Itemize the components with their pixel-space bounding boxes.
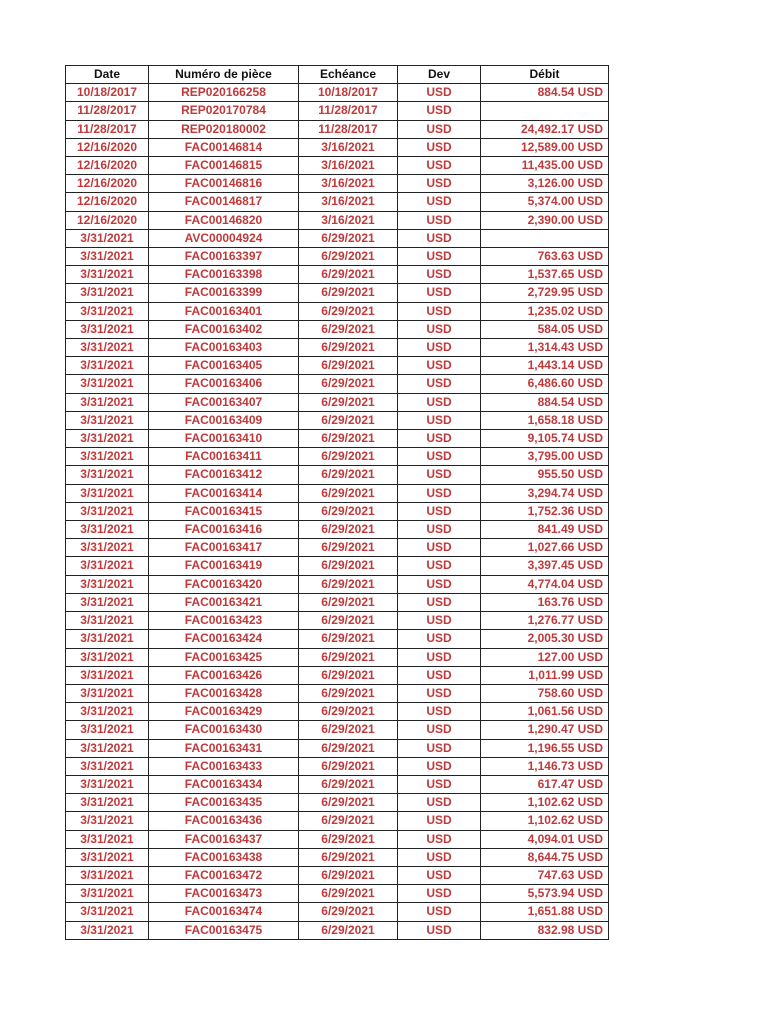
due-date-cell: 6/29/2021 [299, 339, 398, 357]
document-number-cell: FAC00163428 [149, 684, 299, 702]
debit-cell [481, 102, 609, 120]
date-cell: 3/31/2021 [66, 739, 149, 757]
date-cell: 10/18/2017 [66, 84, 149, 102]
debit-cell: 24,492.17 USD [481, 120, 609, 138]
debit-cell [481, 229, 609, 247]
debit-cell: 1,027.66 USD [481, 539, 609, 557]
debit-cell: 884.54 USD [481, 84, 609, 102]
date-cell: 3/31/2021 [66, 612, 149, 630]
debit-cell: 12,589.00 USD [481, 138, 609, 156]
table-row [66, 757, 609, 775]
document-number-cell: FAC00163436 [149, 812, 299, 830]
due-date-cell: 10/18/2017 [299, 84, 398, 102]
debit-cell: 832.98 USD [481, 921, 609, 939]
table-row [66, 557, 609, 575]
document-number-cell: FAC00163399 [149, 284, 299, 302]
table-row [66, 703, 609, 721]
table-row [66, 775, 609, 793]
due-date-cell: 6/29/2021 [299, 612, 398, 630]
document-number-cell: FAC00163397 [149, 248, 299, 266]
document-number-cell: REP020180002 [149, 120, 299, 138]
currency-cell: USD [398, 630, 481, 648]
document-number-cell: FAC00163414 [149, 484, 299, 502]
currency-cell: USD [398, 229, 481, 247]
due-date-cell: 6/29/2021 [299, 539, 398, 557]
date-cell: 3/31/2021 [66, 339, 149, 357]
document-number-cell: FAC00146817 [149, 193, 299, 211]
table-row [66, 266, 609, 284]
due-date-cell: 3/16/2021 [299, 157, 398, 175]
currency-cell: USD [398, 866, 481, 884]
due-date-cell: 6/29/2021 [299, 812, 398, 830]
debit-cell: 6,486.60 USD [481, 375, 609, 393]
header-currency: Dev [398, 66, 481, 84]
date-cell: 12/16/2020 [66, 157, 149, 175]
debit-cell: 1,061.56 USD [481, 703, 609, 721]
document-number-cell: REP020166258 [149, 84, 299, 102]
table-row [66, 357, 609, 375]
due-date-cell: 6/29/2021 [299, 302, 398, 320]
table-row [66, 921, 609, 939]
document-number-cell: FAC00163416 [149, 521, 299, 539]
currency-cell: USD [398, 448, 481, 466]
debit-cell: 758.60 USD [481, 684, 609, 702]
currency-cell: USD [398, 593, 481, 611]
due-date-cell: 6/29/2021 [299, 666, 398, 684]
document-number-cell: FAC00163472 [149, 866, 299, 884]
currency-cell: USD [398, 703, 481, 721]
debit-cell: 747.63 USD [481, 866, 609, 884]
currency-cell: USD [398, 612, 481, 630]
table-row [66, 229, 609, 247]
date-cell: 11/28/2017 [66, 120, 149, 138]
date-cell: 3/31/2021 [66, 757, 149, 775]
debit-cell: 3,294.74 USD [481, 484, 609, 502]
table-row [66, 211, 609, 229]
due-date-cell: 6/29/2021 [299, 684, 398, 702]
due-date-cell: 6/29/2021 [299, 739, 398, 757]
document-number-cell: AVC00004924 [149, 229, 299, 247]
due-date-cell: 6/29/2021 [299, 266, 398, 284]
date-cell: 3/31/2021 [66, 357, 149, 375]
date-cell: 3/31/2021 [66, 575, 149, 593]
table-row [66, 903, 609, 921]
table-row [66, 848, 609, 866]
date-cell: 3/31/2021 [66, 885, 149, 903]
header-date: Date [66, 66, 149, 84]
table-row [66, 648, 609, 666]
due-date-cell: 6/29/2021 [299, 885, 398, 903]
currency-cell: USD [398, 794, 481, 812]
currency-cell: USD [398, 885, 481, 903]
table-row [66, 885, 609, 903]
currency-cell: USD [398, 648, 481, 666]
table-row [66, 248, 609, 266]
table-row [66, 539, 609, 557]
date-cell: 3/31/2021 [66, 430, 149, 448]
debit-cell: 5,374.00 USD [481, 193, 609, 211]
due-date-cell: 3/16/2021 [299, 211, 398, 229]
due-date-cell: 6/29/2021 [299, 411, 398, 429]
due-date-cell: 6/29/2021 [299, 502, 398, 520]
currency-cell: USD [398, 120, 481, 138]
due-date-cell: 6/29/2021 [299, 357, 398, 375]
date-cell: 3/31/2021 [66, 375, 149, 393]
debit-cell: 1,102.62 USD [481, 794, 609, 812]
currency-cell: USD [398, 575, 481, 593]
document-number-cell: FAC00163415 [149, 502, 299, 520]
due-date-cell: 6/29/2021 [299, 648, 398, 666]
debit-cell: 2,005.30 USD [481, 630, 609, 648]
header-document-number: Numéro de pièce [149, 66, 299, 84]
table-row [66, 521, 609, 539]
currency-cell: USD [398, 138, 481, 156]
table-row [66, 575, 609, 593]
table-row [66, 666, 609, 684]
debit-cell: 5,573.94 USD [481, 885, 609, 903]
currency-cell: USD [398, 757, 481, 775]
document-number-cell: FAC00163409 [149, 411, 299, 429]
currency-cell: USD [398, 375, 481, 393]
table-row [66, 502, 609, 520]
date-cell: 3/31/2021 [66, 302, 149, 320]
currency-cell: USD [398, 521, 481, 539]
date-cell: 3/31/2021 [66, 284, 149, 302]
document-number-cell: FAC00146815 [149, 157, 299, 175]
date-cell: 3/31/2021 [66, 812, 149, 830]
document-number-cell: FAC00163405 [149, 357, 299, 375]
document-number-cell: REP020170784 [149, 102, 299, 120]
currency-cell: USD [398, 339, 481, 357]
document-number-cell: FAC00163429 [149, 703, 299, 721]
due-date-cell: 6/29/2021 [299, 557, 398, 575]
table-row [66, 375, 609, 393]
date-cell: 12/16/2020 [66, 138, 149, 156]
table-row [66, 794, 609, 812]
date-cell: 3/31/2021 [66, 248, 149, 266]
currency-cell: USD [398, 430, 481, 448]
due-date-cell: 6/29/2021 [299, 521, 398, 539]
due-date-cell: 6/29/2021 [299, 703, 398, 721]
table-header [66, 66, 609, 84]
due-date-cell: 6/29/2021 [299, 775, 398, 793]
currency-cell: USD [398, 721, 481, 739]
currency-cell: USD [398, 466, 481, 484]
document-number-cell: FAC00163430 [149, 721, 299, 739]
table-row [66, 812, 609, 830]
due-date-cell: 3/16/2021 [299, 175, 398, 193]
currency-cell: USD [398, 357, 481, 375]
currency-cell: USD [398, 175, 481, 193]
currency-cell: USD [398, 102, 481, 120]
currency-cell: USD [398, 739, 481, 757]
currency-cell: USD [398, 684, 481, 702]
date-cell: 3/31/2021 [66, 794, 149, 812]
date-cell: 3/31/2021 [66, 448, 149, 466]
debit-cell: 2,729.95 USD [481, 284, 609, 302]
header-debit: Débit [481, 66, 609, 84]
currency-cell: USD [398, 502, 481, 520]
currency-cell: USD [398, 484, 481, 502]
currency-cell: USD [398, 812, 481, 830]
debit-cell: 1,314.43 USD [481, 339, 609, 357]
document-number-cell: FAC00163424 [149, 630, 299, 648]
table-row [66, 284, 609, 302]
due-date-cell: 11/28/2017 [299, 120, 398, 138]
debit-cell: 3,126.00 USD [481, 175, 609, 193]
table-row [66, 102, 609, 120]
date-cell: 3/31/2021 [66, 502, 149, 520]
debit-cell: 2,390.00 USD [481, 211, 609, 229]
document-number-cell: FAC00163419 [149, 557, 299, 575]
table-row [66, 393, 609, 411]
currency-cell: USD [398, 302, 481, 320]
document-number-cell: FAC00163473 [149, 885, 299, 903]
date-cell: 3/31/2021 [66, 866, 149, 884]
document-number-cell: FAC00163412 [149, 466, 299, 484]
table-row [66, 411, 609, 429]
debit-cell: 11,435.00 USD [481, 157, 609, 175]
date-cell: 3/31/2021 [66, 593, 149, 611]
date-cell: 3/31/2021 [66, 229, 149, 247]
due-date-cell: 3/16/2021 [299, 138, 398, 156]
ledger-table [65, 65, 609, 940]
date-cell: 12/16/2020 [66, 193, 149, 211]
table-row [66, 630, 609, 648]
header-row [66, 66, 609, 84]
currency-cell: USD [398, 284, 481, 302]
due-date-cell: 6/29/2021 [299, 921, 398, 939]
due-date-cell: 6/29/2021 [299, 593, 398, 611]
due-date-cell: 6/29/2021 [299, 848, 398, 866]
document-number-cell: FAC00146814 [149, 138, 299, 156]
header-due-date: Echéance [299, 66, 398, 84]
table-row [66, 320, 609, 338]
date-cell: 3/31/2021 [66, 521, 149, 539]
due-date-cell: 6/29/2021 [299, 430, 398, 448]
currency-cell: USD [398, 666, 481, 684]
debit-cell: 1,443.14 USD [481, 357, 609, 375]
date-cell: 3/31/2021 [66, 393, 149, 411]
debit-cell: 1,146.73 USD [481, 757, 609, 775]
document-number-cell: FAC00163410 [149, 430, 299, 448]
document-number-cell: FAC00163402 [149, 320, 299, 338]
table-row [66, 430, 609, 448]
debit-cell: 163.76 USD [481, 593, 609, 611]
debit-cell: 4,094.01 USD [481, 830, 609, 848]
table-row [66, 138, 609, 156]
document-number-cell: FAC00163434 [149, 775, 299, 793]
document-number-cell: FAC00163398 [149, 266, 299, 284]
table-row [66, 448, 609, 466]
document-number-cell: FAC00163403 [149, 339, 299, 357]
table-row [66, 484, 609, 502]
currency-cell: USD [398, 393, 481, 411]
due-date-cell: 11/28/2017 [299, 102, 398, 120]
debit-cell: 1,235.02 USD [481, 302, 609, 320]
due-date-cell: 6/29/2021 [299, 866, 398, 884]
currency-cell: USD [398, 84, 481, 102]
table-row [66, 721, 609, 739]
debit-cell: 3,795.00 USD [481, 448, 609, 466]
currency-cell: USD [398, 830, 481, 848]
document-number-cell: FAC00163401 [149, 302, 299, 320]
table-row [66, 593, 609, 611]
table-row [66, 175, 609, 193]
due-date-cell: 6/29/2021 [299, 903, 398, 921]
currency-cell: USD [398, 157, 481, 175]
due-date-cell: 6/29/2021 [299, 248, 398, 266]
debit-cell: 9,105.74 USD [481, 430, 609, 448]
document-number-cell: FAC00163417 [149, 539, 299, 557]
document-number-cell: FAC00163475 [149, 921, 299, 939]
date-cell: 3/31/2021 [66, 630, 149, 648]
debit-cell: 1,537.65 USD [481, 266, 609, 284]
date-cell: 3/31/2021 [66, 484, 149, 502]
document-number-cell: FAC00163407 [149, 393, 299, 411]
date-cell: 3/31/2021 [66, 684, 149, 702]
date-cell: 12/16/2020 [66, 175, 149, 193]
document-number-cell: FAC00163411 [149, 448, 299, 466]
date-cell: 3/31/2021 [66, 266, 149, 284]
table-body [66, 84, 609, 940]
document-number-cell: FAC00163438 [149, 848, 299, 866]
currency-cell: USD [398, 248, 481, 266]
date-cell: 3/31/2021 [66, 848, 149, 866]
table-row [66, 302, 609, 320]
date-cell: 3/31/2021 [66, 921, 149, 939]
currency-cell: USD [398, 411, 481, 429]
table-row [66, 830, 609, 848]
debit-cell: 841.49 USD [481, 521, 609, 539]
due-date-cell: 6/29/2021 [299, 757, 398, 775]
debit-cell: 1,102.62 USD [481, 812, 609, 830]
document-number-cell: FAC00146820 [149, 211, 299, 229]
document-number-cell: FAC00163435 [149, 794, 299, 812]
date-cell: 3/31/2021 [66, 539, 149, 557]
due-date-cell: 6/29/2021 [299, 830, 398, 848]
due-date-cell: 6/29/2021 [299, 393, 398, 411]
date-cell: 3/31/2021 [66, 466, 149, 484]
debit-cell: 955.50 USD [481, 466, 609, 484]
document-number-cell: FAC00163474 [149, 903, 299, 921]
table-row [66, 157, 609, 175]
due-date-cell: 3/16/2021 [299, 193, 398, 211]
due-date-cell: 6/29/2021 [299, 466, 398, 484]
due-date-cell: 6/29/2021 [299, 794, 398, 812]
currency-cell: USD [398, 211, 481, 229]
debit-cell: 8,644.75 USD [481, 848, 609, 866]
table-row [66, 866, 609, 884]
due-date-cell: 6/29/2021 [299, 375, 398, 393]
currency-cell: USD [398, 320, 481, 338]
due-date-cell: 6/29/2021 [299, 575, 398, 593]
debit-cell: 3,397.45 USD [481, 557, 609, 575]
date-cell: 3/31/2021 [66, 903, 149, 921]
due-date-cell: 6/29/2021 [299, 229, 398, 247]
document-number-cell: FAC00163431 [149, 739, 299, 757]
document-number-cell: FAC00163426 [149, 666, 299, 684]
debit-cell: 617.47 USD [481, 775, 609, 793]
date-cell: 3/31/2021 [66, 830, 149, 848]
currency-cell: USD [398, 557, 481, 575]
due-date-cell: 6/29/2021 [299, 484, 398, 502]
document-number-cell: FAC00163420 [149, 575, 299, 593]
table-row [66, 612, 609, 630]
table-row [66, 739, 609, 757]
document-number-cell: FAC00163437 [149, 830, 299, 848]
debit-cell: 884.54 USD [481, 393, 609, 411]
table-row [66, 120, 609, 138]
currency-cell: USD [398, 539, 481, 557]
debit-cell: 1,752.36 USD [481, 502, 609, 520]
debit-cell: 4,774.04 USD [481, 575, 609, 593]
debit-cell: 1,658.18 USD [481, 411, 609, 429]
date-cell: 3/31/2021 [66, 411, 149, 429]
date-cell: 3/31/2021 [66, 666, 149, 684]
debit-cell: 763.63 USD [481, 248, 609, 266]
currency-cell: USD [398, 903, 481, 921]
document-number-cell: FAC00163421 [149, 593, 299, 611]
debit-cell: 1,011.99 USD [481, 666, 609, 684]
table-row [66, 193, 609, 211]
debit-cell: 1,276.77 USD [481, 612, 609, 630]
currency-cell: USD [398, 921, 481, 939]
date-cell: 3/31/2021 [66, 320, 149, 338]
debit-cell: 127.00 USD [481, 648, 609, 666]
table-row [66, 684, 609, 702]
table-row [66, 339, 609, 357]
document-number-cell: FAC00163406 [149, 375, 299, 393]
date-cell: 3/31/2021 [66, 775, 149, 793]
debit-cell: 1,196.55 USD [481, 739, 609, 757]
document-number-cell: FAC00163433 [149, 757, 299, 775]
table-row [66, 466, 609, 484]
due-date-cell: 6/29/2021 [299, 284, 398, 302]
due-date-cell: 6/29/2021 [299, 448, 398, 466]
due-date-cell: 6/29/2021 [299, 721, 398, 739]
date-cell: 3/31/2021 [66, 703, 149, 721]
date-cell: 11/28/2017 [66, 102, 149, 120]
document-number-cell: FAC00163425 [149, 648, 299, 666]
due-date-cell: 6/29/2021 [299, 320, 398, 338]
table-row [66, 84, 609, 102]
debit-cell: 1,651.88 USD [481, 903, 609, 921]
currency-cell: USD [398, 193, 481, 211]
debit-cell: 584.05 USD [481, 320, 609, 338]
date-cell: 3/31/2021 [66, 721, 149, 739]
due-date-cell: 6/29/2021 [299, 630, 398, 648]
currency-cell: USD [398, 775, 481, 793]
document-number-cell: FAC00163423 [149, 612, 299, 630]
document-number-cell: FAC00146816 [149, 175, 299, 193]
currency-cell: USD [398, 266, 481, 284]
date-cell: 12/16/2020 [66, 211, 149, 229]
debit-cell: 1,290.47 USD [481, 721, 609, 739]
currency-cell: USD [398, 848, 481, 866]
date-cell: 3/31/2021 [66, 557, 149, 575]
date-cell: 3/31/2021 [66, 648, 149, 666]
